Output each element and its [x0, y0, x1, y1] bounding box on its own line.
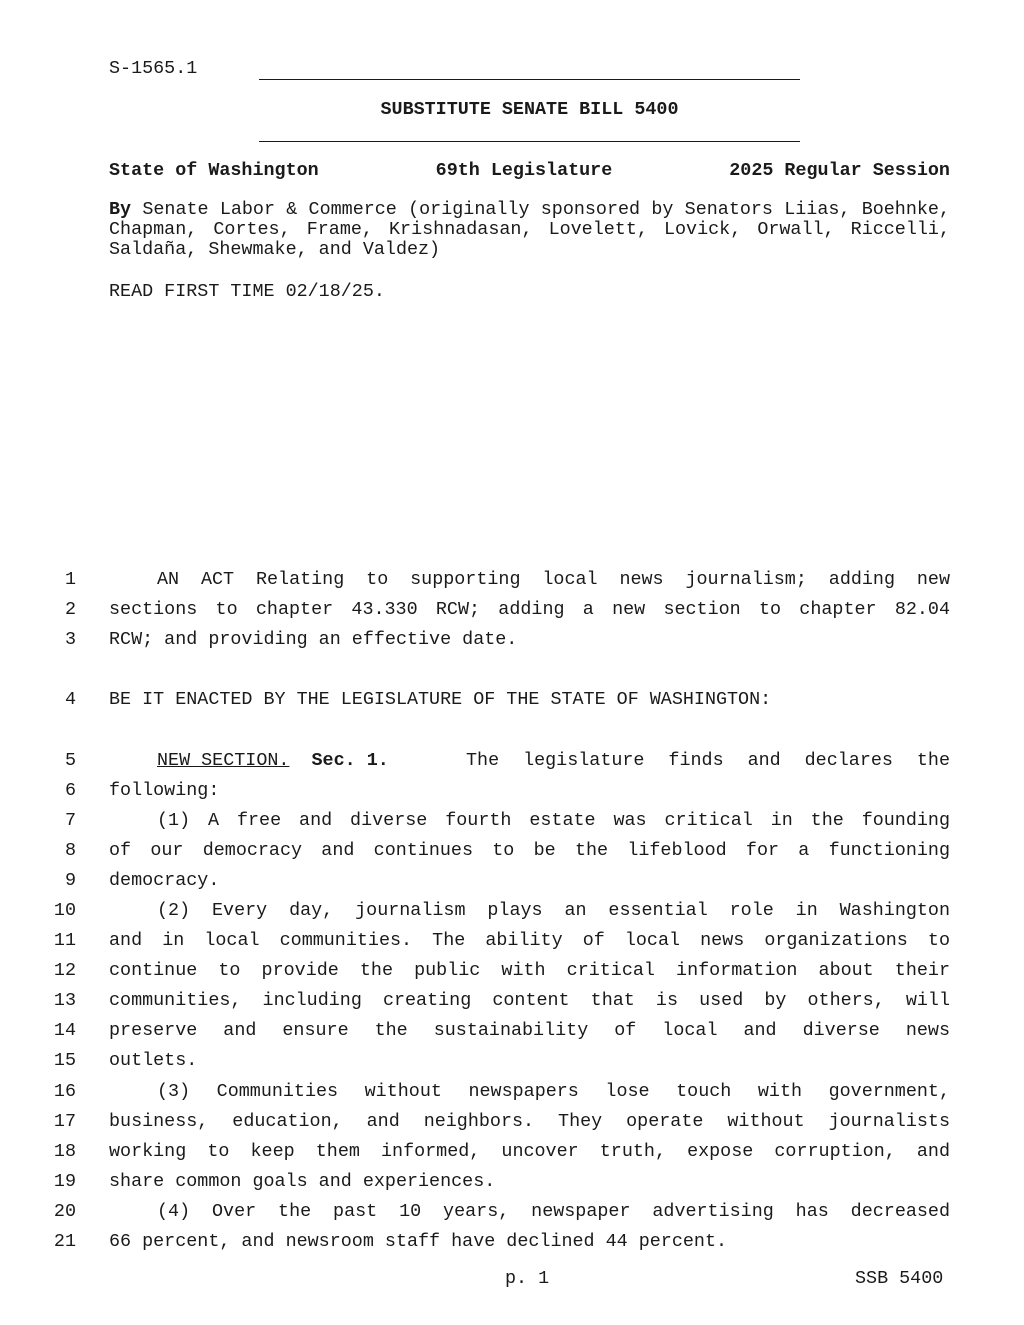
line-text: continue to provide the public with critical information about their	[109, 960, 950, 981]
body-line	[0, 1111, 1024, 1141]
sponsor-text: Senate Labor & Commerce (originally sponsored by Senators Liias, Boehnke, Chapman, Cortes, Frame, Krishnadasan, Lovelett, Lovick, Orwall, Riccelli, Saldaña, Shewmake, and Valdez)	[109, 199, 950, 260]
line-number: 21	[53, 1231, 76, 1252]
line-number: 2	[64, 599, 76, 620]
line-text: AN ACT Relating to supporting local news journalism; adding new	[157, 569, 950, 590]
state-label: State of Washington	[109, 160, 319, 181]
line-text: (1) A free and diverse fourth estate was critical in the founding	[157, 810, 950, 831]
line-text: of our democracy and continues to be the lifeblood for a functioning	[109, 840, 950, 861]
line-text: (2) Every day, journalism plays an essential role in Washington	[157, 900, 950, 921]
line-number: 6	[64, 780, 76, 801]
body-line	[0, 840, 1024, 870]
line-text: outlets.	[109, 1050, 198, 1071]
body-line	[0, 1050, 1024, 1080]
line-text: RCW; and providing an effective date.	[109, 629, 518, 650]
line-text: business, education, and neighbors. They operate without journalists	[109, 1111, 950, 1132]
line-number: 17	[53, 1111, 76, 1132]
body-line	[0, 1141, 1024, 1171]
body-line	[0, 780, 1024, 810]
line-number: 4	[64, 689, 76, 710]
body-line	[0, 1020, 1024, 1050]
line-number: 9	[64, 870, 76, 891]
body-line	[0, 1201, 1024, 1231]
line-text: (3) Communities without newspapers lose touch with government,	[157, 1081, 950, 1102]
line-number: 11	[53, 930, 76, 951]
line-number: 19	[53, 1171, 76, 1192]
line-number: 16	[53, 1081, 76, 1102]
title-rule-top	[259, 79, 800, 80]
line-text: sections to chapter 43.330 RCW; adding a new section to chapter 82.04	[109, 599, 950, 620]
bill-id: S-1565.1	[109, 58, 198, 79]
body-line	[0, 629, 1024, 659]
title-rule-bottom	[259, 141, 800, 142]
body-line	[0, 750, 1024, 780]
footer-bill-id: SSB 5400	[855, 1268, 944, 1289]
line-text: 66 percent, and newsroom staff have declined 44 percent.	[109, 1231, 728, 1252]
line-number: 13	[53, 990, 76, 1011]
section-heading-line	[109, 750, 950, 771]
session-info-row	[109, 160, 950, 181]
line-text: democracy.	[109, 870, 220, 891]
line-text: share common goals and experiences.	[109, 1171, 496, 1192]
line-number: 18	[53, 1141, 76, 1162]
line-number: 10	[53, 900, 76, 921]
bill-title: SUBSTITUTE SENATE BILL 5400	[380, 99, 679, 120]
body-line	[0, 990, 1024, 1020]
line-text: and in local communities. The ability of local news organizations to	[109, 930, 950, 951]
line-text: (4) Over the past 10 years, newspaper advertising has decreased	[157, 1201, 950, 1222]
line-number: 5	[64, 750, 76, 771]
line-number: 14	[53, 1020, 76, 1041]
line-number: 12	[53, 960, 76, 981]
legislature-label: 69th Legislature	[435, 160, 613, 181]
line-text: following:	[109, 780, 220, 801]
body-line	[0, 1231, 1024, 1261]
body-line	[0, 1081, 1024, 1111]
line-number: 3	[64, 629, 76, 650]
read-first-time: READ FIRST TIME 02/18/25.	[109, 281, 385, 302]
line-text: communities, including creating content that is used by others, will	[109, 990, 950, 1011]
body-line	[0, 870, 1024, 900]
body-line	[0, 930, 1024, 960]
line-number: 20	[53, 1201, 76, 1222]
body-line	[0, 1171, 1024, 1201]
line-number: 1	[64, 569, 76, 590]
line-number: 7	[64, 810, 76, 831]
page-number: p. 1	[505, 1268, 550, 1289]
body-line	[0, 569, 1024, 599]
body-line	[0, 810, 1024, 840]
body-line	[0, 689, 1024, 719]
line-number: 8	[64, 840, 76, 861]
new-section-label: NEW SECTION.	[157, 750, 290, 771]
line-number: 15	[53, 1050, 76, 1071]
sponsor-block	[109, 200, 950, 260]
sponsor-prefix: By	[109, 199, 132, 220]
session-label: 2025 Regular Session	[729, 160, 950, 181]
section-number: Sec. 1.	[311, 750, 389, 771]
body-line	[0, 900, 1024, 930]
line-text: The legislature finds and declares the	[466, 750, 950, 771]
body-line	[0, 599, 1024, 629]
body-line	[0, 960, 1024, 990]
line-text: working to keep them informed, uncover truth, expose corruption, and	[109, 1141, 950, 1162]
section-heading	[157, 750, 389, 771]
line-text: preserve and ensure the sustainability of local and diverse news	[109, 1020, 950, 1041]
enacting-clause: BE IT ENACTED BY THE LEGISLATURE OF THE STATE OF WASHINGTON:	[109, 689, 772, 710]
